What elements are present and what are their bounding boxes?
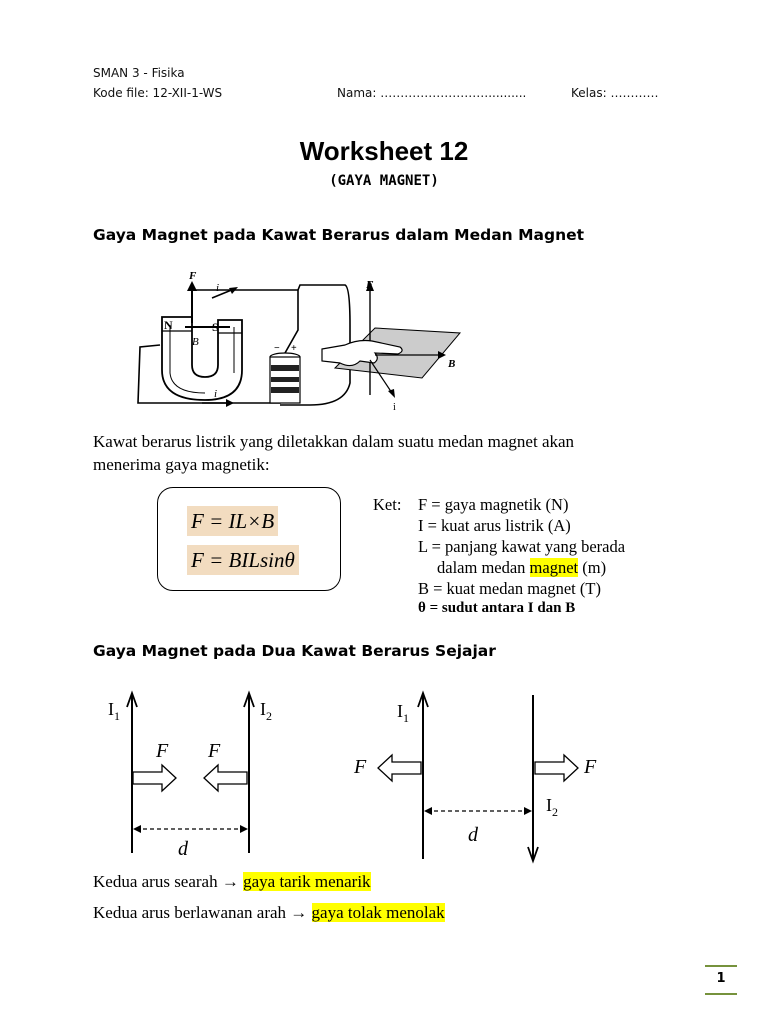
- paragraph-line-1: Kawat berarus listrik yang diletakkan dalam suatu medan magnet akan: [93, 432, 575, 451]
- parallel-wires-figure: [100, 685, 620, 865]
- header-kode-file: Kode file: 12-XII-1-WS: [93, 86, 223, 100]
- ket-F: F = gaya magnetik (N): [418, 495, 569, 514]
- label-B-1: B: [192, 336, 199, 348]
- header-kelas: Kelas: …………: [571, 86, 659, 100]
- label-i-bottom: i: [214, 388, 218, 400]
- ket-L-highlight: magnet: [529, 558, 579, 577]
- conclusion-searah-text: Kedua arus searah →: [93, 872, 244, 891]
- page-number-rule-bottom: [705, 993, 737, 995]
- header-nama: Nama: ………………………..........: [337, 86, 527, 100]
- label-i-hand: i: [393, 402, 396, 413]
- svg-text:−: −: [274, 343, 280, 354]
- label-N: N: [164, 318, 173, 332]
- ket-B: B = kuat medan magnet (T): [418, 579, 601, 598]
- label-B-2: B: [448, 358, 456, 370]
- label-d-right: d: [468, 824, 478, 846]
- section-heading-2: Gaya Magnet pada Dua Kawat Berarus Sejajar: [93, 642, 496, 660]
- conclusion-searah-highlight: gaya tarik menarik: [243, 872, 371, 891]
- label-I1-right: $I_1$: [397, 701, 409, 725]
- ket-L-continuation: [437, 558, 606, 578]
- label-i-top: i: [216, 282, 220, 294]
- label-d-left: d: [178, 838, 188, 860]
- label-I2-left: $I_2$: [260, 699, 272, 723]
- ket-label: Ket:: [373, 495, 402, 514]
- ket-I: I = kuat arus listrik (A): [418, 516, 571, 535]
- ket-theta: θ = sudut antara I dan B: [418, 600, 576, 616]
- label-F-right-1: F: [354, 756, 367, 778]
- header-school: SMAN 3 - Fisika: [93, 66, 185, 80]
- label-F-2: F: [366, 279, 374, 291]
- svg-text:+: +: [291, 343, 297, 354]
- ket-L-cont-text: dalam medan: [437, 558, 530, 577]
- label-F-left-1: F: [156, 740, 169, 762]
- conclusion-berlawanan: [93, 903, 445, 923]
- magnet-wire-figure: [130, 265, 480, 415]
- formula-scalar: F = BILsinθ: [187, 545, 299, 575]
- page-subtitle: (GAYA MAGNET): [329, 173, 439, 189]
- paragraph-line-2: menerima gaya magnetik:: [93, 455, 270, 474]
- conclusion-berlawanan-text: Kedua arus berlawanan arah →: [93, 903, 312, 922]
- page-title: Worksheet 12: [299, 136, 469, 166]
- label-I2-right: $I_2$: [546, 795, 558, 819]
- label-F-left-2: F: [208, 740, 221, 762]
- section-heading-1: Gaya Magnet pada Kawat Berarus dalam Medan Magnet: [93, 226, 585, 244]
- ket-L-unit: (m): [578, 558, 607, 577]
- page-number-rule-top: [705, 965, 737, 967]
- formula-box: [157, 487, 341, 591]
- conclusion-berlawanan-highlight: gaya tolak menolak: [311, 903, 445, 922]
- label-F-right-2: F: [584, 756, 597, 778]
- conclusion-searah: [93, 872, 371, 892]
- ket-L: L = panjang kawat yang berada: [418, 537, 626, 556]
- page-number: 1: [716, 971, 726, 986]
- label-S: S: [212, 320, 219, 334]
- formula-vector: F = IL×B: [187, 506, 278, 536]
- label-F-1: F: [189, 270, 197, 282]
- label-I1-left: $I_1$: [108, 699, 120, 723]
